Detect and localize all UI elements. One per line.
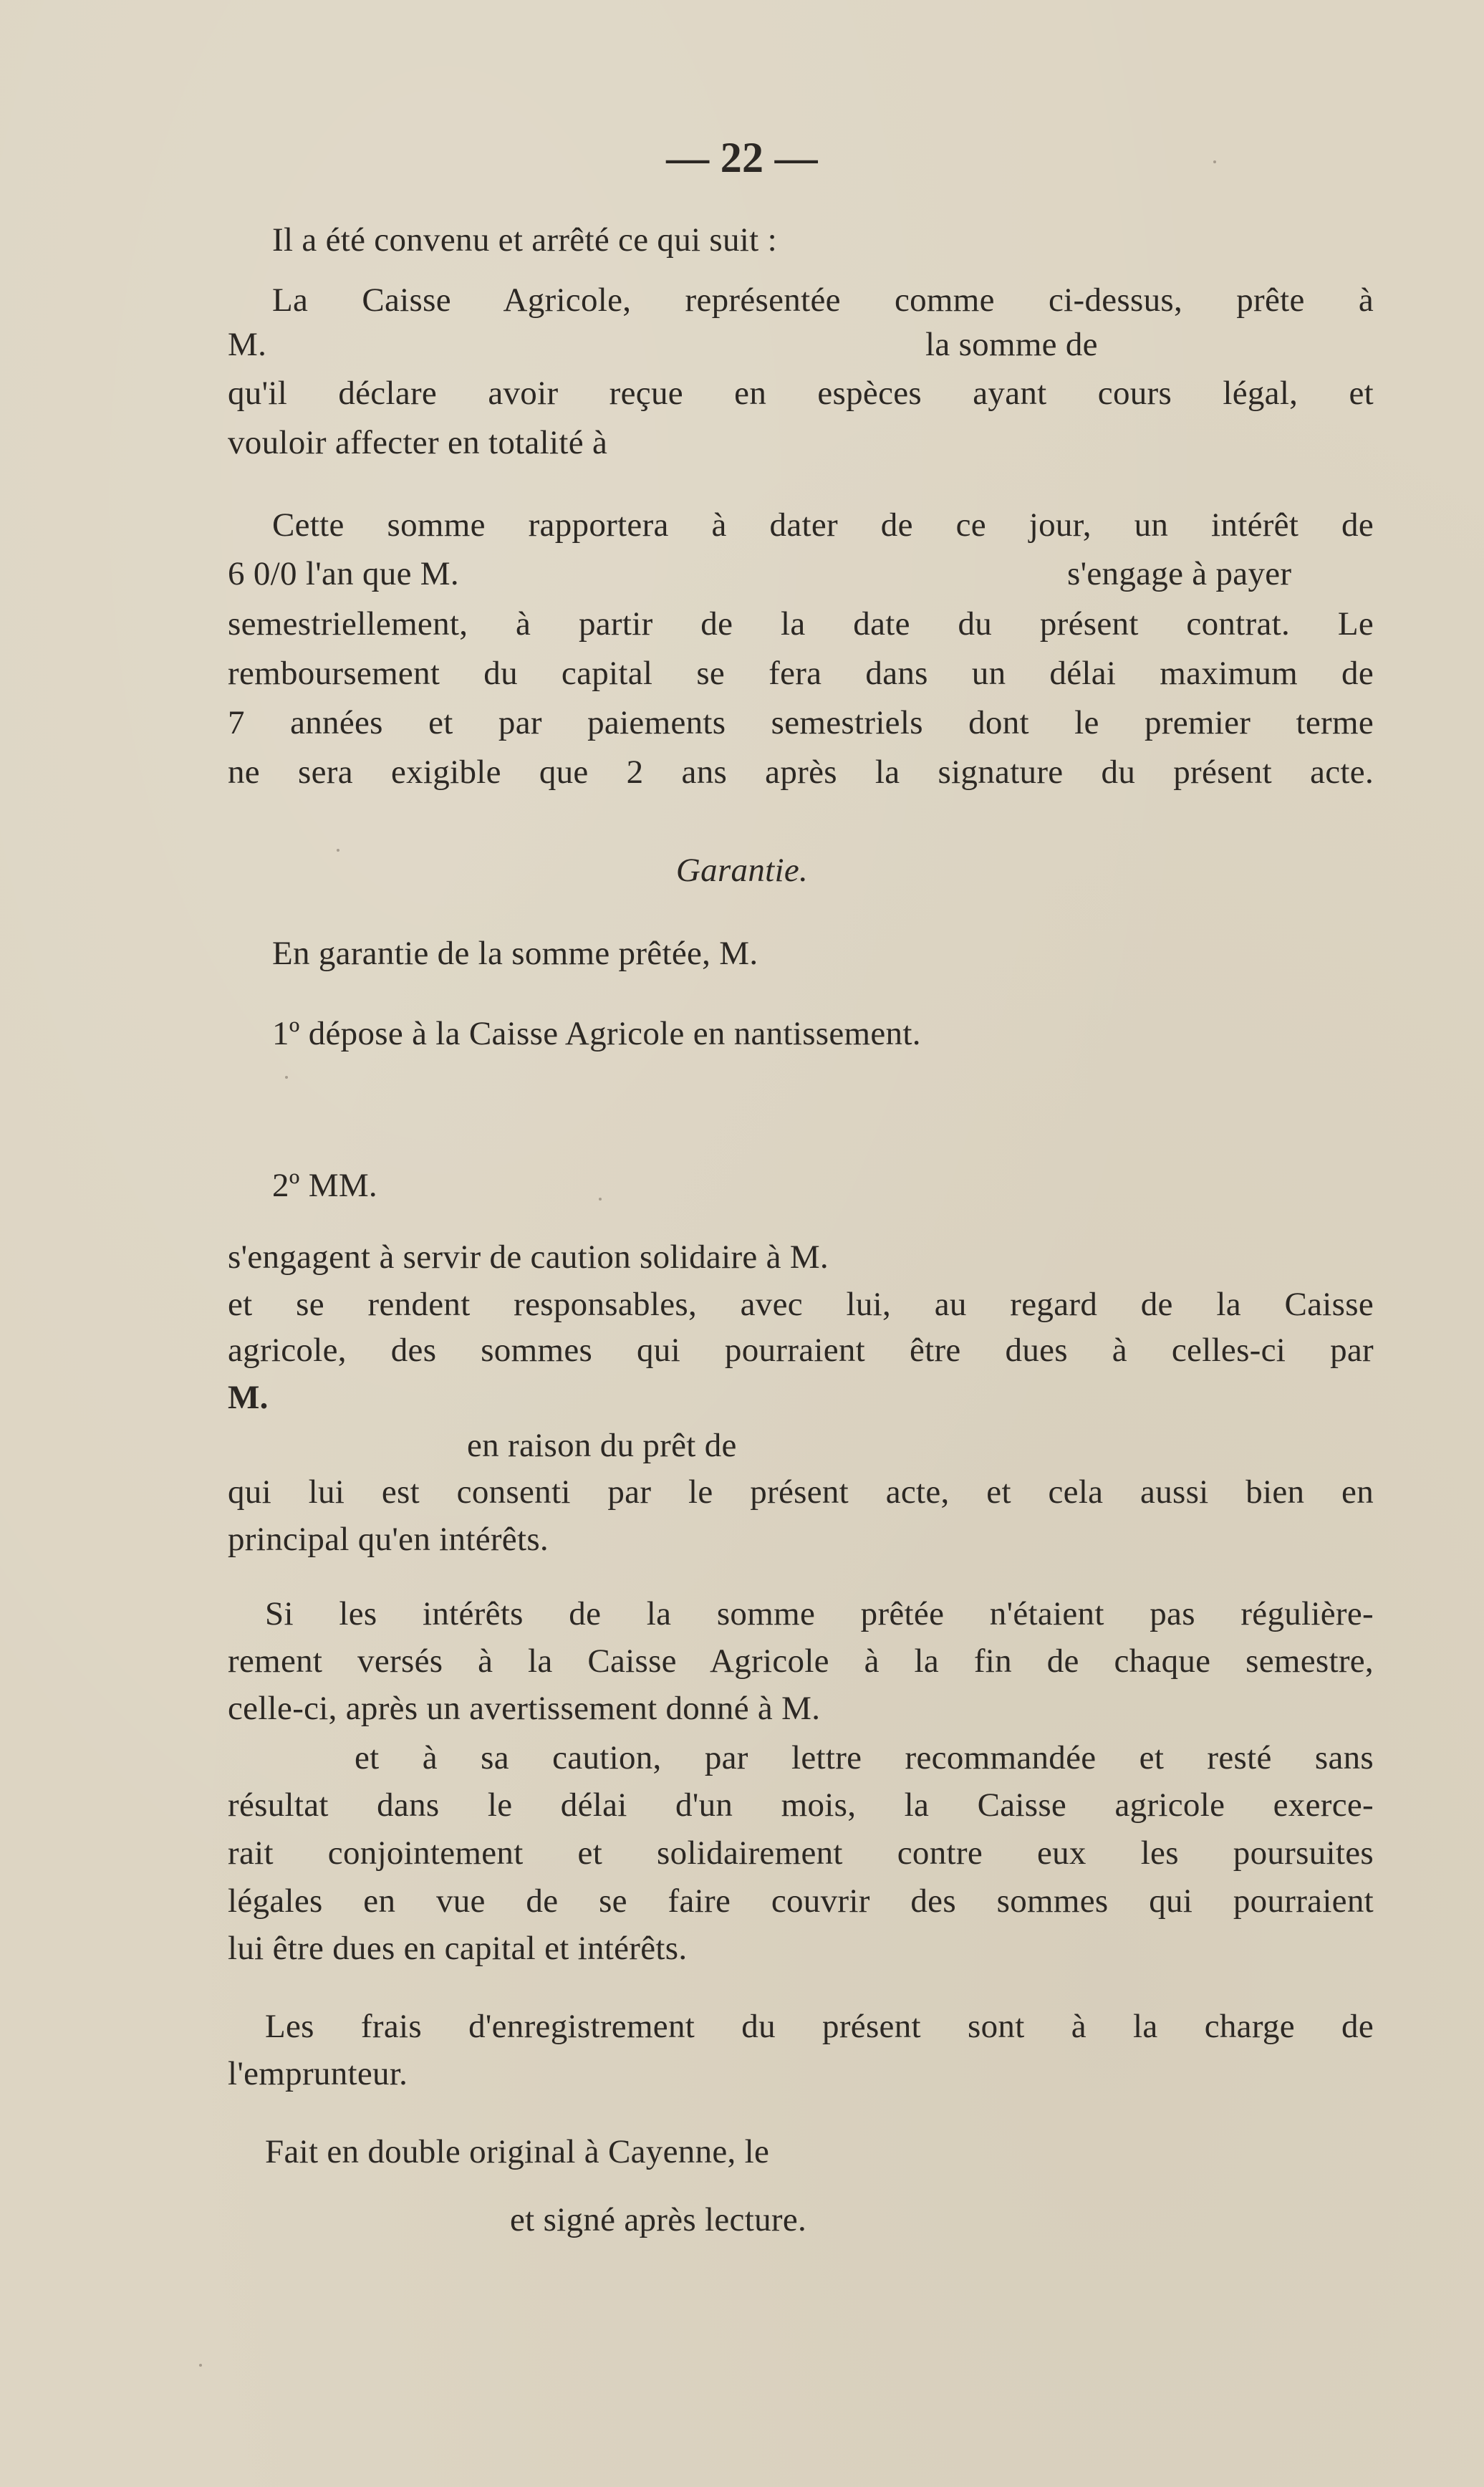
section-title: Garantie.	[675, 852, 809, 889]
text-line: Si les intérêts de la somme prêtée n'étaient pas régulière-	[265, 1595, 1374, 1632]
print-speck	[1213, 160, 1216, 163]
text-line: vouloir affecter en totalité à	[228, 424, 608, 461]
page-number: — 22 —	[666, 134, 818, 181]
text-line: 6 0/0 l'an que M.	[228, 555, 459, 592]
text-line: remboursement du capital se fera dans un délai maximum de	[228, 655, 1374, 692]
text-line: 2º MM.	[272, 1167, 377, 1204]
text-line: s'engagent à servir de caution solidaire à M.	[228, 1238, 829, 1276]
text-line: s'engage à payer	[1067, 555, 1292, 592]
text-line: et signé après lecture.	[510, 2201, 807, 2238]
text-line: ne sera exigible que 2 ans après la signature du présent acte.	[228, 754, 1374, 791]
text-line: M.	[228, 1379, 269, 1416]
print-speck	[199, 2364, 202, 2367]
text-line: qui lui est consenti par le présent acte, et cela aussi bien en	[228, 1473, 1374, 1511]
text-line: qu'il déclare avoir reçue en espèces ayant cours légal, et	[228, 375, 1374, 412]
text-line: en raison du prêt de	[467, 1427, 737, 1464]
text-line: semestriellement, à partir de la date du présent contrat. Le	[228, 605, 1374, 643]
text-line: Il a été convenu et arrêté ce qui suit :	[272, 221, 777, 259]
print-speck	[285, 1076, 288, 1079]
text-line: l'emprunteur.	[228, 2055, 408, 2092]
text-line: et à sa caution, par lettre recommandée et resté sans	[355, 1739, 1374, 1776]
text-line: rement versés à la Caisse Agricole à la fin de chaque semestre,	[228, 1642, 1374, 1680]
text-line: 1º dépose à la Caisse Agricole en nantissement.	[272, 1015, 921, 1052]
text-line: agricole, des sommes qui pourraient être dues à celles-ci par	[228, 1332, 1374, 1369]
text-line: principal qu'en intérêts.	[228, 1521, 549, 1558]
print-speck	[337, 849, 339, 852]
text-line: Fait en double original à Cayenne, le	[265, 2133, 770, 2170]
text-line: La Caisse Agricole, représentée comme ci-dessus, prête à	[272, 282, 1374, 319]
text-line: rait conjointement et solidairement contre eux les poursuites	[228, 1834, 1374, 1872]
text-line: En garantie de la somme prêtée, M.	[272, 935, 758, 972]
print-speck	[599, 1198, 602, 1201]
text-line: résultat dans le délai d'un mois, la Caisse agricole exerce-	[228, 1786, 1374, 1824]
text-line: la somme de	[925, 326, 1098, 363]
text-line: Cette somme rapportera à dater de ce jour, un intérêt de	[272, 506, 1374, 544]
text-line: 7 années et par paiements semestriels dont le premier terme	[228, 704, 1374, 741]
text-line: celle-ci, après un avertissement donné à M.	[228, 1690, 821, 1727]
text-line: M.	[228, 326, 267, 363]
text-line: et se rendent responsables, avec lui, au regard de la Caisse	[228, 1286, 1374, 1323]
text-line: légales en vue de se faire couvrir des sommes qui pourraient	[228, 1882, 1374, 1920]
text-line: Les frais d'enregistrement du présent sont à la charge de	[265, 2008, 1374, 2045]
text-line: lui être dues en capital et intérêts.	[228, 1930, 688, 1967]
